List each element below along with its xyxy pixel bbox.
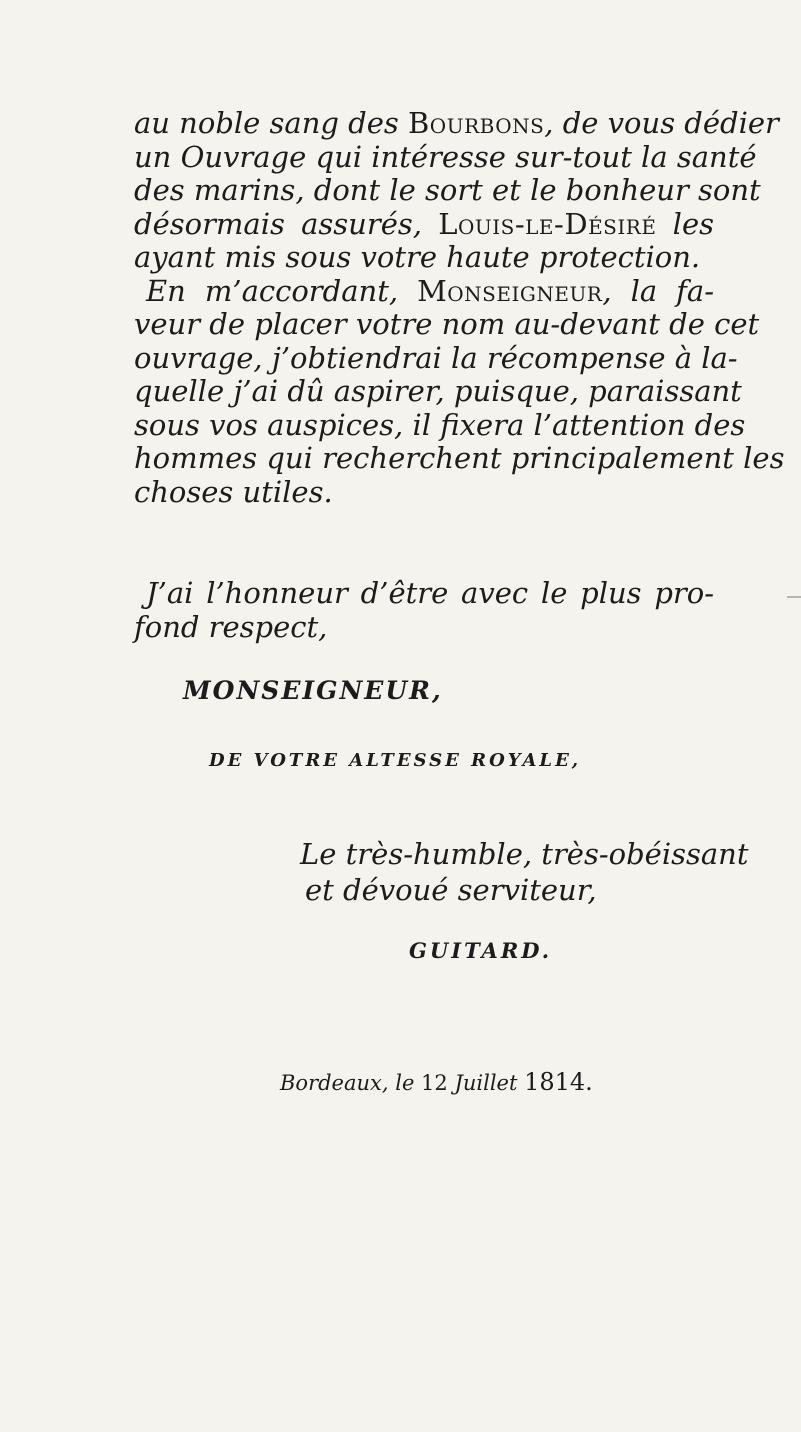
- text-line: ayant mis sous votre haute protection.: [134, 240, 701, 274]
- page-edge-mark: [787, 596, 801, 598]
- dedication-paragraph: [134, 106, 785, 509]
- place-date-line: [280, 1068, 593, 1096]
- closing-formula: [300, 836, 749, 908]
- small-caps-name: Louis-le-Désiré: [438, 206, 657, 241]
- title-line: DE VOTRE ALTESSE ROYALE,: [209, 750, 582, 771]
- text-line: sous vos auspices, il fixera l’attention des: [134, 407, 746, 442]
- date-year: 1814.: [524, 1068, 593, 1096]
- text-line: des marins, dont le sort et le bonheur sont: [134, 173, 761, 207]
- closing-line: Le très-humble, très-obéissant: [300, 837, 749, 871]
- text-line: [134, 275, 714, 309]
- salutation-heading: MONSEIGNEUR,: [183, 676, 443, 705]
- text-line: fond respect,: [134, 609, 328, 644]
- small-caps-name: Monseigneur: [417, 273, 603, 308]
- text-line: [134, 208, 714, 242]
- text-line: un Ouvrage qui intéresse sur-tout la santé: [134, 139, 757, 174]
- text-line: choses utiles.: [134, 474, 333, 509]
- date-separator: , le: [381, 1071, 422, 1095]
- place-name: Bordeaux: [280, 1071, 382, 1095]
- text-line: hommes qui recherchent principalement les: [134, 441, 785, 475]
- author-signature: GUITARD.: [409, 938, 553, 963]
- text-fragment: En m’accordant,: [146, 273, 418, 308]
- date-month: Juillet: [447, 1071, 525, 1095]
- text-line: veur de placer votre nom au-devant de cet: [134, 307, 760, 341]
- text-fragment: , la fa-: [602, 273, 714, 308]
- text-line: ouvrage, j’obtiendrai la récompense à la-: [134, 340, 738, 375]
- closing-line: et dévoué serviteur,: [305, 873, 597, 907]
- text-fragment: , de vous dédier: [544, 106, 779, 140]
- text-fragment: les: [656, 206, 715, 241]
- small-caps-name: Bourbons: [408, 106, 545, 140]
- date-day: 12: [421, 1071, 448, 1095]
- text-line: [134, 106, 779, 141]
- respect-paragraph: [134, 577, 714, 644]
- text-line: quelle j’ai dû aspirer, puisque, paraissant: [134, 374, 742, 408]
- text-fragment: au noble sang des: [134, 106, 408, 140]
- text-line: J’ai l’honneur d’être avec le plus pro-: [146, 576, 714, 610]
- text-fragment: désormais assurés,: [134, 206, 439, 241]
